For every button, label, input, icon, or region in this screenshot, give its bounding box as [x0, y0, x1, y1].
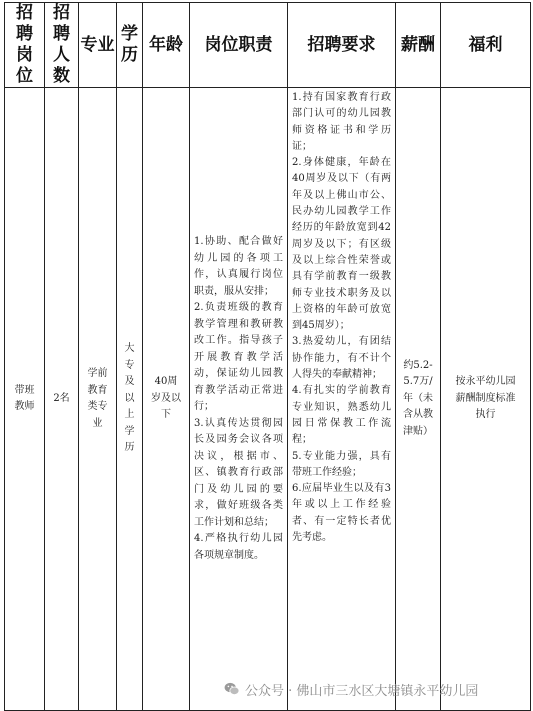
header-age: 年龄 — [143, 3, 190, 88]
cell-salary: 约5.2-5.7万/年（未含从教津贴） — [396, 88, 441, 711]
header-duties: 岗位职责 — [190, 3, 288, 88]
cell-age: 40周岁及以下 — [143, 88, 190, 711]
watermark-text: 公众号 · 佛山市三水区大塘镇永平幼儿园 — [245, 683, 479, 699]
header-benefits: 福利 — [441, 3, 531, 88]
header-row — [5, 3, 531, 88]
watermark — [224, 680, 478, 698]
cell-duties: 1.协助、配合做好幼儿园的各项工作，认真履行岗位职责，服从安排； 2.负责班级的教育教学管理和教研教改工作。指导孩子开展教育教学活动，保证幼儿园教育教学活动正常进行； 3.认真传达贯彻园长及园务会议各项决议，根据市、区、镇教育行政部门及幼儿园的要求，做好班级各类工作计划和总结； 4.严格执行幼儿园各项规章制度。 — [190, 88, 288, 711]
wechat-icon — [224, 681, 240, 697]
table-row — [5, 88, 531, 711]
header-education: 学历 — [117, 3, 143, 88]
cell-requirements: 1.持有国家教育行政部门认可的幼儿园教师资格证书和学历证； 2.身体健康，年龄在40周岁及以下（有两年及以上佛山市公、民办幼儿园教学工作经历的年龄放宽到42周岁及以下；有区级及以上综合性荣誉或具有学前教育一级教师专业技术职务及以上资格的年龄可放宽到45周岁）； 3.热爱幼儿，有团结协作能力，有不计个人得失的奉献精神； 4.有扎实的学前教育专业知识，熟悉幼儿园日常保教工作流程； 5.专业能力强，具有带班工作经验； 6.应届毕业生以及有3年或以上工作经验者、有一定特长者优先考虑。 — [288, 88, 396, 711]
header-count: 招聘人数 — [45, 3, 79, 88]
cell-major: 学前教育类专业 — [79, 88, 117, 711]
cell-position: 带班教师 — [5, 88, 45, 711]
cell-education: 大专及以上学历 — [117, 88, 143, 711]
cell-count: 2名 — [45, 88, 79, 711]
cell-benefits: 按永平幼儿园薪酬制度标准执行 — [441, 88, 531, 711]
header-salary: 薪酬 — [396, 3, 441, 88]
recruitment-table — [4, 2, 531, 711]
header-position: 招聘岗位 — [5, 3, 45, 88]
header-requirements: 招聘要求 — [288, 3, 396, 88]
header-major: 专业 — [79, 3, 117, 88]
